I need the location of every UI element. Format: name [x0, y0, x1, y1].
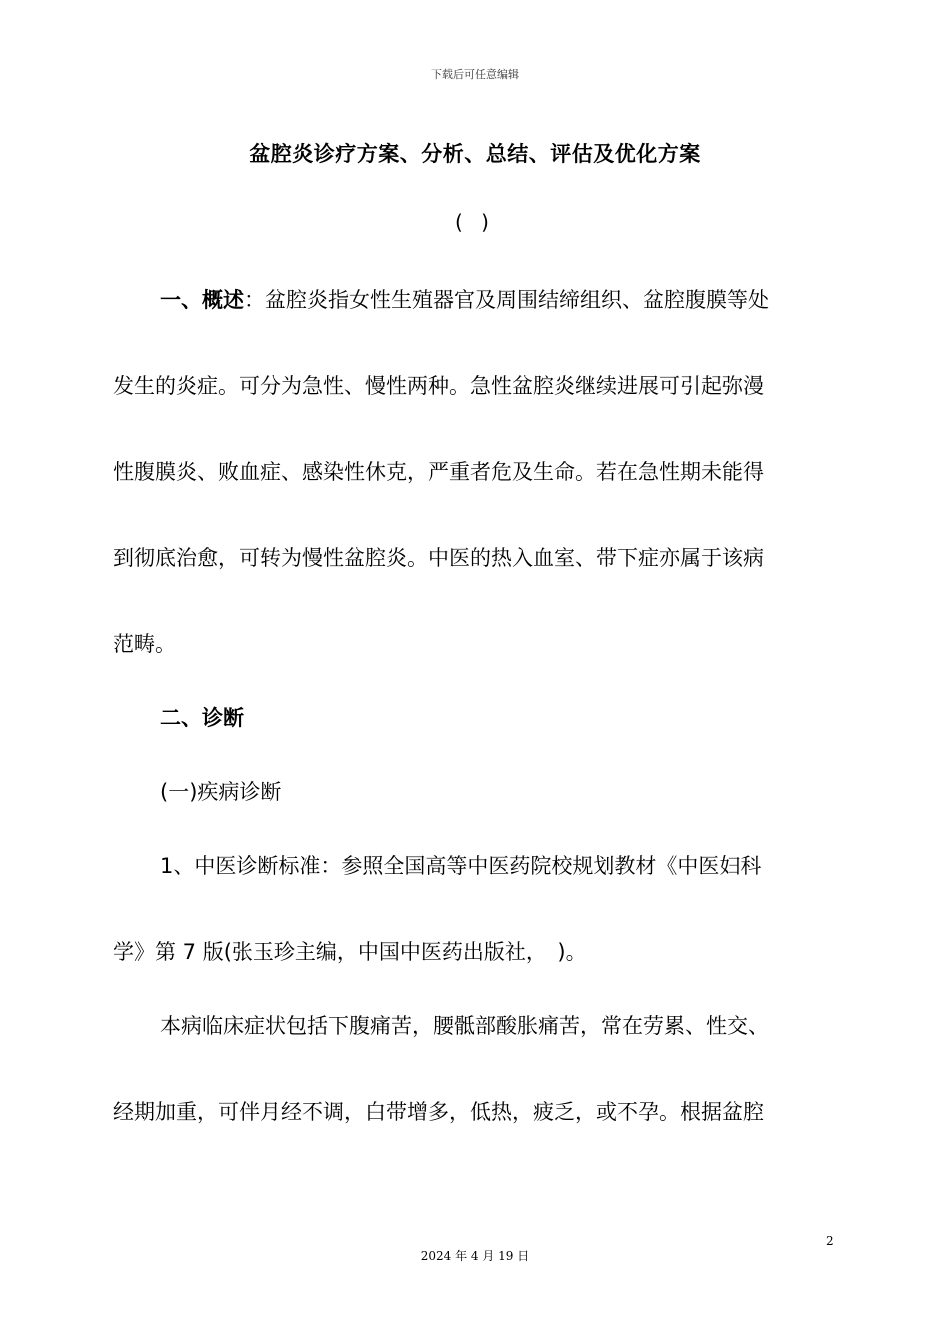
section1-line-1: 盆腔炎指女性生殖器官及周围结缔组织、盆腔腹膜等处 [265, 288, 769, 312]
para-line-2: 经期加重，可伴月经不调，白带增多，低热，疲乏，或不孕。根据盆腔 [113, 1100, 764, 1124]
section1-line-2: 发生的炎症。可分为急性、慢性两种。急性盆腔炎继续进展可引起弥漫 [113, 374, 764, 398]
section1-line-3: 性腹膜炎、败血症、感染性休克，严重者危及生命。若在急性期未能得 [113, 460, 764, 484]
item1-line-1: 1、中医诊断标准：参照全国高等中医药院校规划教材《中医妇科 [160, 854, 762, 878]
page-number: 2 [826, 1234, 834, 1248]
section1-colon: ： [244, 288, 265, 312]
section2-heading: 二、诊断 [160, 706, 244, 730]
section1-first-line [160, 284, 837, 314]
section1-line-4: 到彻底治愈，可转为慢性盆腔炎。中医的热入血室、带下症亦属于该病 [113, 546, 764, 570]
title-parenthesis: ( ) [455, 210, 495, 234]
footer-date: 2024 年 4 月 19 日 [420, 1249, 530, 1263]
section1-heading: 一、概述 [160, 288, 244, 312]
item1-line-2: 学》第 7 版(张玉珍主编，中国中医药出版社， )。 [113, 940, 587, 964]
para-line-1: 本病临床症状包括下腹痛苦，腰骶部酸胀痛苦，常在劳累、性交、 [160, 1014, 769, 1038]
header-note: 下载后可任意编辑 [431, 68, 519, 81]
document-title: 盆腔炎诊疗方案、分析、总结、评估及优化方案 [249, 142, 701, 166]
section1-line-5: 范畴。 [113, 632, 176, 656]
section2-subheading: (一)疾病诊断 [160, 780, 282, 804]
